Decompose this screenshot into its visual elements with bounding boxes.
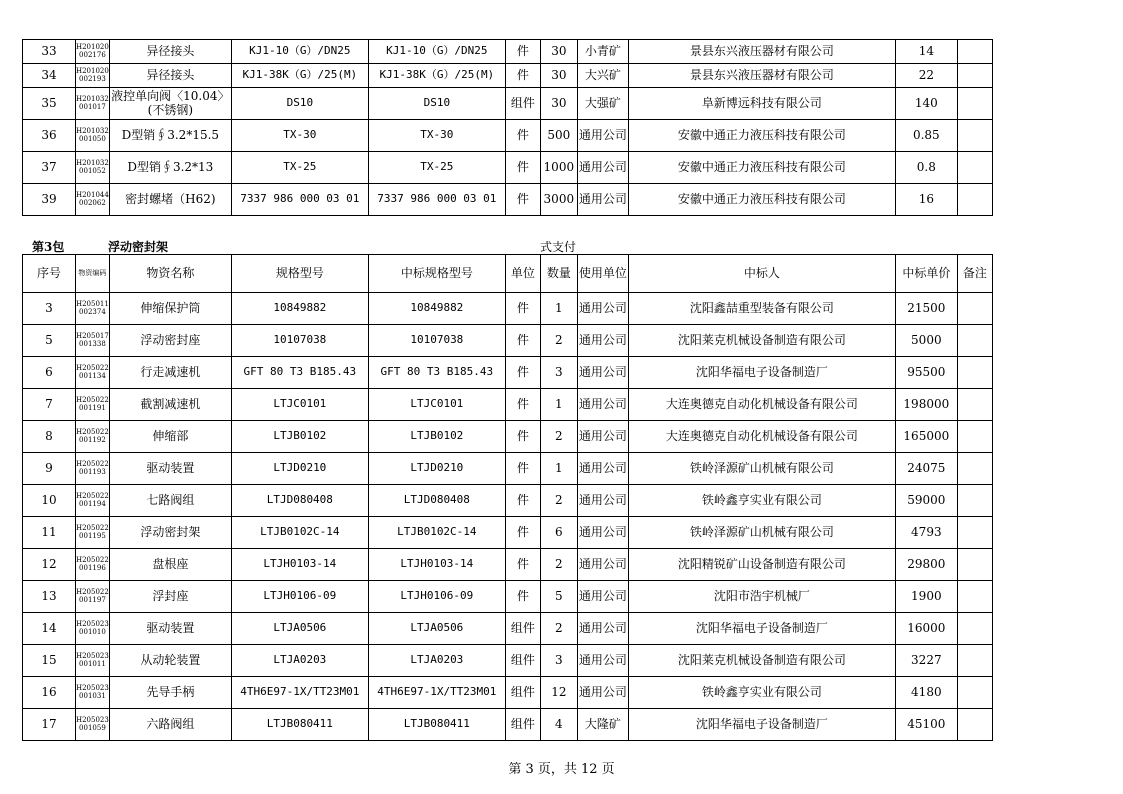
cell-bid-spec: KJ1-10（G）/DN25 — [368, 40, 505, 64]
cell-unit: 件 — [505, 389, 540, 421]
cell-spec: DS10 — [231, 88, 368, 120]
cell-price: 0.85 — [895, 120, 957, 152]
cell-bid-spec: LTJB0102 — [368, 421, 505, 453]
cell-code: H205022 001191 — [76, 389, 110, 421]
cell-unit: 件 — [505, 421, 540, 453]
cell-note — [957, 421, 992, 453]
cell-note — [957, 40, 992, 64]
cell-user: 小青矿 — [577, 40, 628, 64]
cell-price: 0.8 — [895, 152, 957, 184]
cell-winner: 沈阳市浩宇机械厂 — [628, 581, 895, 613]
cell-spec: 10849882 — [231, 293, 368, 325]
cell-name: 截割减速机 — [109, 389, 231, 421]
cell-winner: 大连奥德克自动化机械设备有限公司 — [628, 421, 895, 453]
cell-spec: 7337 986 000 03 01 — [231, 184, 368, 216]
cell-winner: 沈阳华福电子设备制造厂 — [628, 357, 895, 389]
cell-bid-spec: GFT 80 T3 B185.43 — [368, 357, 505, 389]
cell-spec: TX-30 — [231, 120, 368, 152]
cell-note — [957, 389, 992, 421]
cell-qty: 1 — [540, 389, 577, 421]
cell-winner: 大连奥德克自动化机械设备有限公司 — [628, 389, 895, 421]
cell-qty: 3 — [540, 645, 577, 677]
table-row — [23, 709, 993, 741]
header-winner: 中标人 — [628, 255, 895, 293]
cell-note — [957, 88, 992, 120]
cell-user: 通用公司 — [577, 357, 628, 389]
cell-user: 通用公司 — [577, 613, 628, 645]
cell-user: 大隆矿 — [577, 709, 628, 741]
cell-note — [957, 184, 992, 216]
cell-price: 29800 — [895, 549, 957, 581]
cell-unit: 组件 — [505, 645, 540, 677]
cell-note — [957, 613, 992, 645]
cell-user: 通用公司 — [577, 120, 628, 152]
cell-note — [957, 485, 992, 517]
cell-user: 通用公司 — [577, 581, 628, 613]
cell-seq: 36 — [23, 120, 76, 152]
cell-seq: 16 — [23, 677, 76, 709]
cell-qty: 2 — [540, 613, 577, 645]
cell-unit: 件 — [505, 120, 540, 152]
cell-spec: LTJH0106-09 — [231, 581, 368, 613]
cell-spec: LTJD080408 — [231, 485, 368, 517]
package-note: 式支付 — [540, 240, 577, 254]
cell-spec: KJ1-10（G）/DN25 — [231, 40, 368, 64]
cell-bid-spec: LTJD080408 — [368, 485, 505, 517]
cell-bid-spec: KJ1-38K（G）/25(M) — [368, 64, 505, 88]
cell-price: 4180 — [895, 677, 957, 709]
cell-winner: 沈阳莱克机械设备制造有限公司 — [628, 645, 895, 677]
cell-unit: 组件 — [505, 709, 540, 741]
table-row — [23, 613, 993, 645]
table-row — [23, 64, 993, 88]
cell-user: 通用公司 — [577, 152, 628, 184]
cell-note — [957, 581, 992, 613]
package-items-body — [23, 293, 993, 741]
table-row — [23, 549, 993, 581]
cell-unit: 件 — [505, 64, 540, 88]
cell-unit: 件 — [505, 184, 540, 216]
cell-seq: 33 — [23, 40, 76, 64]
cell-seq: 10 — [23, 485, 76, 517]
cell-code: H201032 001017 — [76, 88, 110, 120]
cell-bid-spec: LTJH0103-14 — [368, 549, 505, 581]
cell-price: 16 — [895, 184, 957, 216]
cell-price: 95500 — [895, 357, 957, 389]
cell-code: H205022 001134 — [76, 357, 110, 389]
cell-code: H201032 001050 — [76, 120, 110, 152]
cell-name: 浮动密封座 — [109, 325, 231, 357]
cell-spec: GFT 80 T3 B185.43 — [231, 357, 368, 389]
cell-bid-spec: 10107038 — [368, 325, 505, 357]
cell-code: H205023 001010 — [76, 613, 110, 645]
cell-winner: 安徽中通正力液压科技有限公司 — [628, 184, 895, 216]
cell-unit: 件 — [505, 517, 540, 549]
cell-qty: 2 — [540, 421, 577, 453]
table-row — [23, 184, 993, 216]
header-name: 物资名称 — [109, 255, 231, 293]
header-row — [23, 255, 993, 293]
cell-user: 通用公司 — [577, 325, 628, 357]
cell-unit: 组件 — [505, 613, 540, 645]
cell-name: 驱动装置 — [109, 613, 231, 645]
cell-name: 盘根座 — [109, 549, 231, 581]
cell-code: H201032 001052 — [76, 152, 110, 184]
page-footer: 第 3 页，共 12 页 — [508, 762, 615, 777]
cell-winner: 沈阳精锐矿山设备制造有限公司 — [628, 549, 895, 581]
cell-code: H205023 001011 — [76, 645, 110, 677]
table-row — [23, 293, 993, 325]
cell-code: H205022 001194 — [76, 485, 110, 517]
cell-code: H205022 001192 — [76, 421, 110, 453]
cell-name: 密封螺堵（H62) — [109, 184, 231, 216]
cell-bid-spec: DS10 — [368, 88, 505, 120]
cell-seq: 12 — [23, 549, 76, 581]
cell-name: 六路阀组 — [109, 709, 231, 741]
cell-spec: LTJB0102 — [231, 421, 368, 453]
cell-user: 通用公司 — [577, 421, 628, 453]
cell-code: H205023 001059 — [76, 709, 110, 741]
cell-winner: 沈阳华福电子设备制造厂 — [628, 709, 895, 741]
cell-seq: 9 — [23, 453, 76, 485]
cell-seq: 35 — [23, 88, 76, 120]
cell-price: 1900 — [895, 581, 957, 613]
top-items-table — [22, 39, 993, 216]
cell-winner: 铁岭泽源矿山机械有限公司 — [628, 517, 895, 549]
cell-qty: 30 — [540, 40, 577, 64]
package-items-table — [22, 254, 993, 741]
cell-qty: 2 — [540, 485, 577, 517]
cell-name: 行走减速机 — [109, 357, 231, 389]
cell-seq: 39 — [23, 184, 76, 216]
cell-name: D型销∮3.2*13 — [109, 152, 231, 184]
cell-note — [957, 357, 992, 389]
cell-price: 22 — [895, 64, 957, 88]
cell-qty: 5 — [540, 581, 577, 613]
cell-user: 通用公司 — [577, 645, 628, 677]
cell-winner: 铁岭鑫亨实业有限公司 — [628, 485, 895, 517]
table-row — [23, 677, 993, 709]
table-row — [23, 389, 993, 421]
cell-user: 通用公司 — [577, 453, 628, 485]
cell-winner: 沈阳华福电子设备制造厂 — [628, 613, 895, 645]
cell-qty: 6 — [540, 517, 577, 549]
cell-note — [957, 453, 992, 485]
cell-spec: 10107038 — [231, 325, 368, 357]
table-row — [23, 581, 993, 613]
cell-spec: LTJD0210 — [231, 453, 368, 485]
cell-name: 七路阀组 — [109, 485, 231, 517]
top-items-body — [23, 40, 993, 216]
table-row — [23, 120, 993, 152]
header-unit: 单位 — [505, 255, 540, 293]
header-price: 中标单价 — [895, 255, 957, 293]
cell-note — [957, 517, 992, 549]
cell-winner: 铁岭鑫亨实业有限公司 — [628, 677, 895, 709]
cell-note — [957, 64, 992, 88]
cell-winner: 景县东兴液压器材有限公司 — [628, 64, 895, 88]
cell-spec: LTJB080411 — [231, 709, 368, 741]
cell-code: H205022 001193 — [76, 453, 110, 485]
cell-qty: 2 — [540, 325, 577, 357]
cell-unit: 组件 — [505, 88, 540, 120]
cell-winner: 铁岭泽源矿山机械有限公司 — [628, 453, 895, 485]
cell-bid-spec: LTJH0106-09 — [368, 581, 505, 613]
cell-name: 异径接头 — [109, 64, 231, 88]
cell-name: 从动轮装置 — [109, 645, 231, 677]
cell-qty: 30 — [540, 88, 577, 120]
header-seq: 序号 — [23, 255, 76, 293]
cell-unit: 件 — [505, 152, 540, 184]
cell-qty: 3 — [540, 357, 577, 389]
cell-note — [957, 645, 992, 677]
cell-name: 浮动密封架 — [109, 517, 231, 549]
cell-qty: 12 — [540, 677, 577, 709]
cell-name: 液控单向阀〈10.04〉(不锈钢) — [109, 88, 231, 120]
cell-code: H205022 001197 — [76, 581, 110, 613]
cell-bid-spec: LTJB080411 — [368, 709, 505, 741]
cell-unit: 件 — [505, 453, 540, 485]
cell-price: 45100 — [895, 709, 957, 741]
cell-user: 通用公司 — [577, 293, 628, 325]
cell-bid-spec: LTJA0506 — [368, 613, 505, 645]
header-qty: 数量 — [540, 255, 577, 293]
cell-spec: 4TH6E97-1X/TT23M01 — [231, 677, 368, 709]
cell-name: 伸缩部 — [109, 421, 231, 453]
cell-bid-spec: 10849882 — [368, 293, 505, 325]
cell-spec: LTJH0103-14 — [231, 549, 368, 581]
cell-user: 通用公司 — [577, 485, 628, 517]
cell-code: H201044 002062 — [76, 184, 110, 216]
cell-code: H205022 001196 — [76, 549, 110, 581]
cell-spec: TX-25 — [231, 152, 368, 184]
cell-seq: 13 — [23, 581, 76, 613]
cell-code: H205023 001031 — [76, 677, 110, 709]
cell-name: 异径接头 — [109, 40, 231, 64]
cell-price: 16000 — [895, 613, 957, 645]
cell-user: 通用公司 — [577, 549, 628, 581]
cell-price: 5000 — [895, 325, 957, 357]
cell-winner: 安徽中通正力液压科技有限公司 — [628, 120, 895, 152]
cell-bid-spec: LTJA0203 — [368, 645, 505, 677]
cell-name: 先导手柄 — [109, 677, 231, 709]
cell-user: 通用公司 — [577, 389, 628, 421]
cell-note — [957, 152, 992, 184]
cell-qty: 2 — [540, 549, 577, 581]
cell-winner: 沈阳莱克机械设备制造有限公司 — [628, 325, 895, 357]
table-row — [23, 485, 993, 517]
cell-unit: 件 — [505, 293, 540, 325]
cell-qty: 1000 — [540, 152, 577, 184]
cell-seq: 17 — [23, 709, 76, 741]
cell-note — [957, 549, 992, 581]
cell-name: 伸缩保护筒 — [109, 293, 231, 325]
cell-price: 24075 — [895, 453, 957, 485]
cell-user: 大兴矿 — [577, 64, 628, 88]
cell-seq: 15 — [23, 645, 76, 677]
table-row — [23, 325, 993, 357]
cell-unit: 件 — [505, 325, 540, 357]
cell-user: 通用公司 — [577, 677, 628, 709]
cell-winner: 景县东兴液压器材有限公司 — [628, 40, 895, 64]
table-row — [23, 421, 993, 453]
cell-spec: LTJA0203 — [231, 645, 368, 677]
package-heading — [22, 238, 1002, 252]
cell-note — [957, 709, 992, 741]
cell-qty: 1 — [540, 453, 577, 485]
cell-user: 通用公司 — [577, 184, 628, 216]
cell-price: 198000 — [895, 389, 957, 421]
package-number: 第3包 — [32, 240, 65, 254]
cell-seq: 7 — [23, 389, 76, 421]
cell-seq: 14 — [23, 613, 76, 645]
cell-unit: 件 — [505, 40, 540, 64]
package-name: 浮动密封架 — [108, 240, 169, 254]
cell-seq: 11 — [23, 517, 76, 549]
cell-note — [957, 120, 992, 152]
cell-unit: 组件 — [505, 677, 540, 709]
cell-code: H205011 002374 — [76, 293, 110, 325]
cell-price: 14 — [895, 40, 957, 64]
cell-unit: 件 — [505, 581, 540, 613]
cell-code: H205022 001195 — [76, 517, 110, 549]
cell-winner: 安徽中通正力液压科技有限公司 — [628, 152, 895, 184]
cell-bid-spec: TX-25 — [368, 152, 505, 184]
cell-spec: LTJC0101 — [231, 389, 368, 421]
cell-seq: 5 — [23, 325, 76, 357]
table-row — [23, 645, 993, 677]
cell-note — [957, 293, 992, 325]
cell-qty: 1 — [540, 293, 577, 325]
cell-qty: 3000 — [540, 184, 577, 216]
cell-seq: 3 — [23, 293, 76, 325]
header-spec: 规格型号 — [231, 255, 368, 293]
cell-seq: 34 — [23, 64, 76, 88]
cell-unit: 件 — [505, 485, 540, 517]
cell-bid-spec: 4TH6E97-1X/TT23M01 — [368, 677, 505, 709]
cell-bid-spec: TX-30 — [368, 120, 505, 152]
header-user: 使用单位 — [577, 255, 628, 293]
cell-price: 140 — [895, 88, 957, 120]
cell-spec: KJ1-38K（G）/25(M) — [231, 64, 368, 88]
table-row — [23, 40, 993, 64]
cell-price: 21500 — [895, 293, 957, 325]
cell-unit: 件 — [505, 357, 540, 389]
cell-note — [957, 325, 992, 357]
cell-qty: 30 — [540, 64, 577, 88]
cell-code: H201020 002176 — [76, 40, 110, 64]
table-row — [23, 88, 993, 120]
cell-note — [957, 677, 992, 709]
cell-price: 4793 — [895, 517, 957, 549]
cell-name: 浮封座 — [109, 581, 231, 613]
cell-price: 59000 — [895, 485, 957, 517]
cell-name: 驱动装置 — [109, 453, 231, 485]
table-row — [23, 517, 993, 549]
table-row — [23, 357, 993, 389]
cell-unit: 件 — [505, 549, 540, 581]
cell-bid-spec: LTJB0102C-14 — [368, 517, 505, 549]
cell-winner: 沈阳鑫喆重型装备有限公司 — [628, 293, 895, 325]
cell-code: H201020 002193 — [76, 64, 110, 88]
header-note: 备注 — [957, 255, 992, 293]
cell-user: 通用公司 — [577, 517, 628, 549]
cell-bid-spec: LTJD0210 — [368, 453, 505, 485]
cell-seq: 8 — [23, 421, 76, 453]
cell-winner: 阜新博远科技有限公司 — [628, 88, 895, 120]
cell-qty: 4 — [540, 709, 577, 741]
cell-price: 3227 — [895, 645, 957, 677]
cell-seq: 6 — [23, 357, 76, 389]
cell-spec: LTJB0102C-14 — [231, 517, 368, 549]
cell-user: 大强矿 — [577, 88, 628, 120]
cell-bid-spec: 7337 986 000 03 01 — [368, 184, 505, 216]
cell-spec: LTJA0506 — [231, 613, 368, 645]
table-row — [23, 152, 993, 184]
cell-bid-spec: LTJC0101 — [368, 389, 505, 421]
cell-price: 165000 — [895, 421, 957, 453]
header-code: 物资编码 — [76, 255, 110, 293]
cell-code: H205017 001338 — [76, 325, 110, 357]
header-bid-spec: 中标规格型号 — [368, 255, 505, 293]
table-row — [23, 453, 993, 485]
cell-seq: 37 — [23, 152, 76, 184]
cell-qty: 500 — [540, 120, 577, 152]
cell-name: D型销∮3.2*15.5 — [109, 120, 231, 152]
